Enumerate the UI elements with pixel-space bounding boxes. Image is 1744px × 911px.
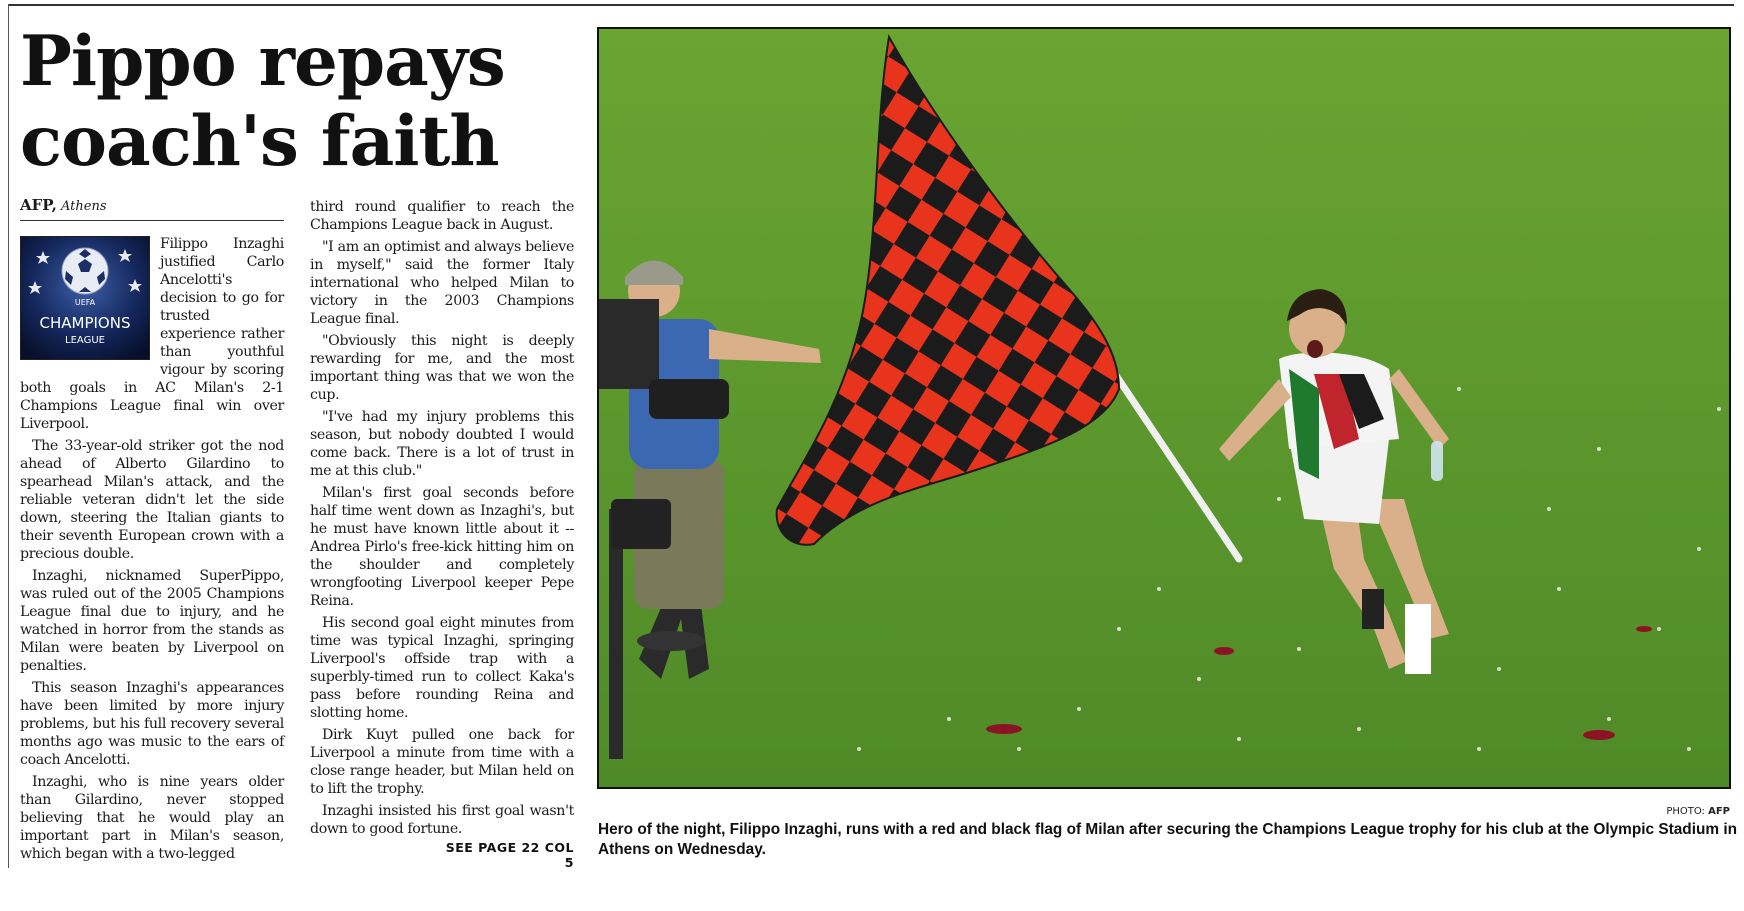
logo-text-champions: CHAMPIONS <box>39 314 131 332</box>
article-column-2 <box>310 198 574 842</box>
paragraph: Inzaghi, nicknamed SuperPippo, was ruled out of the 2005 Champions League final due to injury, and he watched in horror from the stands as Milan were beaten by Liverpool on penalties. <box>20 568 284 674</box>
news-photo <box>597 27 1731 789</box>
logo-text-league: LEAGUE <box>65 335 105 346</box>
paragraph: Dirk Kuyt pulled one back for Liverpool a minute from time with a close range header, but Milan held on to lift the trophy. <box>310 727 574 797</box>
photo-credit-label: PHOTO: <box>1666 806 1705 817</box>
top-rule <box>8 4 1734 6</box>
paragraph: Inzaghi insisted his first goal wasn't down to good fortune. <box>310 803 574 837</box>
byline-agency: AFP, <box>20 196 57 214</box>
paragraph: Inzaghi, who is nine years older than Gilardino, never stopped believing that he would play an important part in Milan's season, which began with a two-legged <box>20 774 284 862</box>
photo-caption: Hero of the night, Filippo Inzaghi, runs with a red and black flag of Milan after securing the Champions League trophy for his club at the Olympic Stadium in Athens on Wednesday. <box>598 821 1738 858</box>
paragraph: third round qualifier to reach the Champions League back in August. <box>310 199 574 233</box>
article-column-1 <box>20 235 284 867</box>
paragraph: The 33-year-old striker got the nod ahead of Alberto Gilardino to spearhead Milan's attack, and the reliable veteran didn't let the side down, steering the Italian giants to their seventh European crown with a precious double. <box>20 438 284 562</box>
logo-text-uefa: UEFA <box>74 298 96 307</box>
paragraph: Milan's first goal seconds before half time went down as Inzaghi's, but he must have known little about it -- Andrea Pirlo's free-kick hitting him on the shoulder and completely wrongfooting Liverpool keeper Pepe Reina. <box>310 485 574 609</box>
see-page-reference: SEE PAGE 22 COL 5 <box>445 840 574 870</box>
paragraph: "I am an optimist and always believe in myself," said the former Italy international who helped Milan to victory in the 2003 Champions League final. <box>310 239 574 327</box>
paragraph: This season Inzaghi's appearances have been limited by more injury problems, but his full recovery several months ago was music to the ears of coach Ancelotti. <box>20 680 284 768</box>
paragraph: "I've had my injury problems this season, but nobody doubted I would come back. There is a lot of trust in me at this club." <box>310 409 574 479</box>
pitch <box>599 29 1729 787</box>
logo-spacer <box>20 235 160 365</box>
byline <box>20 196 284 221</box>
photo-credit <box>1560 806 1730 817</box>
byline-place: Athens <box>61 199 107 214</box>
left-column-rule <box>8 4 9 868</box>
paragraph: Filippo Inzaghi justified Carlo Ancelotti's decision to go for trusted experience rather than youthful vigour by scoring both goals in AC Milan's 2-1 Champions League final win over Liverpool. <box>20 236 284 432</box>
photo-illustration <box>599 29 1729 787</box>
paragraph: His second goal eight minutes from time was typical Inzaghi, springing Liverpool's offside trap with a superbly-timed run to collect Kaka's pass before rounding Reina and slotting home. <box>310 615 574 721</box>
paragraph: "Obviously this night is deeply rewarding for me, and the most important thing was that we won the cup. <box>310 333 574 403</box>
headline: Pippo repays coach's faith <box>20 21 505 182</box>
photo-credit-source: AFP <box>1708 806 1730 817</box>
